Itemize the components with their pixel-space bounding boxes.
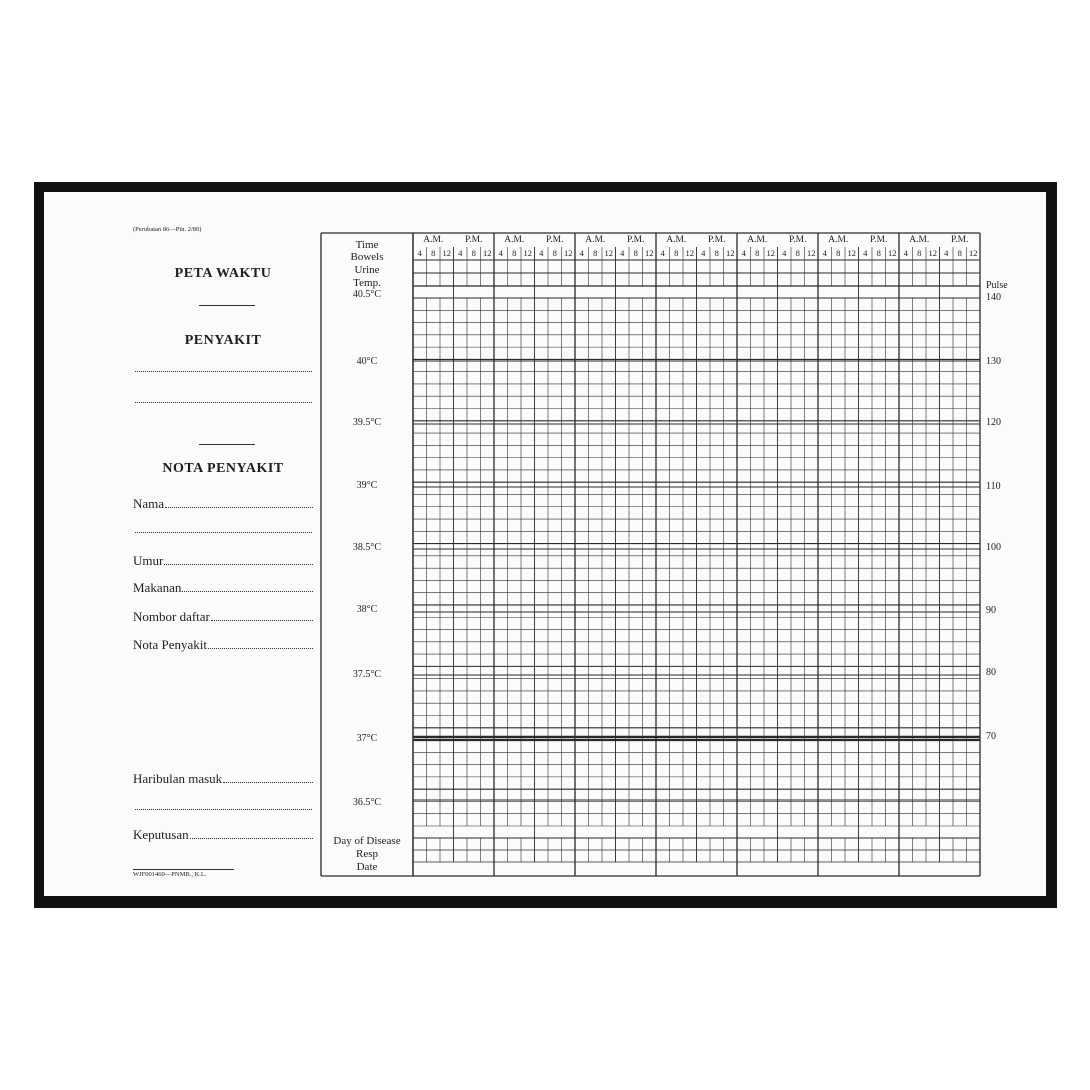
hour-label: 8 [836, 248, 841, 258]
temp-tick-40.5: 40.5°C [352, 289, 382, 300]
hour-label: 4 [579, 248, 584, 258]
hour-label: 8 [755, 248, 760, 258]
hour-label: 4 [782, 248, 787, 258]
hour-label: 12 [888, 248, 897, 258]
am-label: A.M. [828, 235, 849, 245]
hour-label: 4 [498, 248, 503, 258]
hour-label: 12 [645, 248, 654, 258]
pulse-tick-80: 80 [986, 667, 996, 678]
pulse-tick-100: 100 [986, 542, 1001, 553]
footer-code: WJF001460—PNMB., K.L. [133, 871, 207, 878]
hour-label: 8 [957, 248, 962, 258]
temp-tick-36.5: 36.5°C [352, 797, 382, 808]
hour-label: 4 [660, 248, 665, 258]
hour-label: 8 [633, 248, 638, 258]
row-label-resp: Resp [356, 848, 378, 860]
pm-label: P.M. [789, 235, 807, 245]
am-label: A.M. [666, 235, 687, 245]
am-label: A.M. [909, 235, 930, 245]
hour-label: 8 [512, 248, 517, 258]
field-umur-label: Umur [133, 553, 164, 568]
row-label-time: Time [355, 239, 379, 251]
title-nota-penyakit: NOTA PENYAKIT [162, 461, 284, 476]
hour-label: 12 [604, 248, 613, 258]
pulse-tick-120: 120 [986, 417, 1001, 428]
title-penyakit: PENYAKIT [184, 333, 262, 348]
hour-label: 12 [564, 248, 573, 258]
field-haribulan-masuk-label: Haribulan masuk [133, 771, 223, 786]
hour-label: 4 [701, 248, 706, 258]
pm-label: P.M. [546, 235, 564, 245]
pm-label: P.M. [627, 235, 645, 245]
field-nota-penyakit-label: Nota Penyakit [133, 637, 208, 652]
row-label-urine: Urine [354, 264, 380, 276]
temp-tick-39.5: 39.5°C [352, 417, 382, 428]
field-nombor-daftar-label: Nombor daftar [133, 609, 210, 624]
form-code: (Perubatan 86—Pin. 2/80) [133, 226, 202, 233]
row-label-date: Date [356, 861, 378, 873]
hour-label: 8 [917, 248, 922, 258]
hour-label: 4 [539, 248, 544, 258]
pm-label: P.M. [951, 235, 969, 245]
hour-label: 8 [431, 248, 436, 258]
temp-tick-38.5: 38.5°C [352, 542, 382, 553]
temp-tick-39: 39°C [356, 480, 378, 491]
hour-label: 4 [741, 248, 746, 258]
hour-label: 12 [523, 248, 532, 258]
title-peta-waktu: PETA WAKTU [174, 266, 272, 281]
hour-label: 8 [674, 248, 679, 258]
hour-label: 12 [766, 248, 775, 258]
hour-label: 12 [807, 248, 816, 258]
hour-label: 4 [903, 248, 908, 258]
pulse-tick-110: 110 [986, 481, 1001, 492]
pm-label: P.M. [465, 235, 483, 245]
hour-label: 12 [685, 248, 694, 258]
hour-label: 12 [969, 248, 978, 258]
hour-label: 4 [944, 248, 949, 258]
pm-label: P.M. [708, 235, 726, 245]
hour-label: 8 [552, 248, 557, 258]
hour-label: 8 [471, 248, 476, 258]
hour-label: 12 [483, 248, 492, 258]
temp-tick-38: 38°C [356, 604, 378, 615]
am-label: A.M. [747, 235, 768, 245]
hour-label: 4 [458, 248, 463, 258]
row-label-temp: Temp. [353, 277, 381, 289]
hour-label: 4 [620, 248, 625, 258]
hour-label: 8 [876, 248, 881, 258]
am-label: A.M. [504, 235, 525, 245]
pulse-tick-130: 130 [986, 356, 1001, 367]
pulse-tick-70: 70 [986, 731, 996, 742]
hour-label: 4 [417, 248, 422, 258]
row-label-bowels: Bowels [350, 251, 384, 263]
hour-label: 12 [847, 248, 856, 258]
pulse-label: Pulse [986, 280, 1008, 291]
field-makanan-label: Makanan [133, 580, 182, 595]
hour-label: 8 [795, 248, 800, 258]
field-keputusan-label: Keputusan [133, 827, 189, 842]
hour-label: 12 [726, 248, 735, 258]
hour-label: 12 [928, 248, 937, 258]
temp-tick-37: 37°C [356, 733, 378, 744]
am-label: A.M. [585, 235, 606, 245]
hour-label: 12 [442, 248, 451, 258]
hour-label: 4 [822, 248, 827, 258]
pulse-tick-90: 90 [986, 605, 996, 616]
temp-tick-37.5: 37.5°C [352, 669, 382, 680]
hour-label: 8 [593, 248, 598, 258]
am-label: A.M. [423, 235, 444, 245]
temp-tick-40: 40°C [356, 356, 378, 367]
hour-label: 8 [714, 248, 719, 258]
field-nama-label: Nama [133, 496, 165, 511]
pm-label: P.M. [870, 235, 888, 245]
row-label-day-of-disease: Day of Disease [333, 835, 401, 847]
hour-label: 4 [863, 248, 868, 258]
pulse-tick-140: 140 [986, 292, 1001, 303]
